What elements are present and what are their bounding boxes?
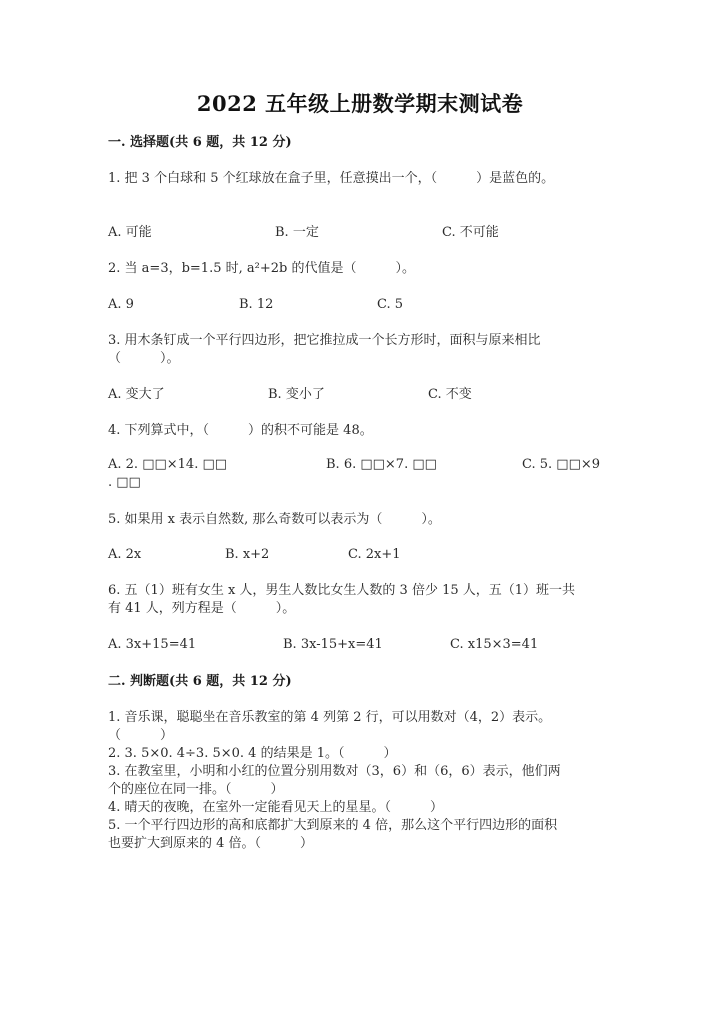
- question-number: 1.: [108, 171, 121, 186]
- q4-option-c-wrap: . □□: [108, 475, 141, 490]
- page-title: 2022 五年级上册数学期末测试卷: [196, 91, 524, 116]
- judgment-1-line1: 1. 音乐课，聪聪坐在音乐教室的第 4 列第 2 行，可以用数对（4，2）表示。: [108, 710, 552, 725]
- question-number: 3.: [108, 333, 121, 348]
- q2-option-a[interactable]: A. 9: [108, 297, 134, 312]
- q4-option-a[interactable]: A. 2. □□×14. □□: [108, 457, 228, 472]
- q1-option-a[interactable]: A. 可能: [108, 225, 152, 240]
- question-5: [108, 511, 441, 529]
- question-stem: 如果用 x 表示自然数, 那么奇数可以表示为（ ）。: [124, 512, 441, 527]
- question-stem: 下列算式中，（ ）的积不可能是 48。: [124, 423, 373, 438]
- q5-option-c[interactable]: C. 2x+1: [348, 547, 401, 562]
- judgment-3-line1: 3. 在教室里，小明和小红的位置分别用数对（3，6）和（6，6）表示，他们两: [108, 764, 561, 779]
- question-4: [108, 422, 373, 440]
- q6-option-c[interactable]: C. x15×3=41: [450, 637, 539, 652]
- q6-option-a[interactable]: A. 3x+15=41: [108, 637, 197, 652]
- q3-option-a[interactable]: A. 变大了: [108, 387, 165, 402]
- q6-option-b[interactable]: B. 3x-15+x=41: [283, 637, 383, 652]
- q4-option-b[interactable]: B. 6. □□×7. □□: [326, 457, 437, 472]
- question-6-line2: 有 41 人，列方程是（ ）。: [108, 601, 296, 616]
- question-number: 4.: [108, 423, 121, 438]
- q1-option-b[interactable]: B. 一定: [275, 225, 319, 240]
- judgment-5-line2: 也要扩大到原来的 4 倍。（ ）: [108, 836, 314, 851]
- question-number: 5.: [108, 512, 121, 527]
- q5-option-b[interactable]: B. x+2: [225, 547, 270, 562]
- judgment-2-line1: 2. 3. 5×0. 4÷3. 5×0. 4 的结果是 1。（ ）: [108, 746, 397, 761]
- question-1: [108, 170, 554, 188]
- section-heading-judgment: 二. 判断题(共 6 题，共 12 分): [108, 674, 292, 689]
- q2-option-c[interactable]: C. 5: [377, 297, 404, 312]
- q1-option-c[interactable]: C. 不可能: [442, 225, 499, 240]
- q3-option-c[interactable]: C. 不变: [428, 387, 472, 402]
- question-stem: 当 a=3，b=1.5 时, a²+2b 的代值是（ ）。: [124, 261, 415, 276]
- q3-option-b[interactable]: B. 变小了: [268, 387, 325, 402]
- question-number: 2.: [108, 261, 121, 276]
- q4-option-c[interactable]: C. 5. □□×9: [522, 457, 601, 472]
- question-number: 6.: [108, 583, 121, 598]
- section-heading-choice: 一. 选择题(共 6 题，共 12 分): [108, 135, 292, 150]
- question-stem: 把 3 个白球和 5 个红球放在盒子里，任意摸出一个，（ ）是蓝色的。: [124, 171, 555, 186]
- question-6: [108, 582, 575, 600]
- question-stem-line1: 五（1）班有女生 x 人，男生人数比女生人数的 3 倍少 15 人，五（1）班一共: [124, 583, 576, 598]
- judgment-4-line1: 4. 晴天的夜晚，在室外一定能看见天上的星星。（ ）: [108, 800, 444, 815]
- q2-option-b[interactable]: B. 12: [239, 297, 274, 312]
- question-stem-line1: 用木条钉成一个平行四边形，把它推拉成一个长方形时，面积与原来相比: [124, 333, 541, 348]
- question-3-line2: （ ）。: [108, 351, 180, 366]
- question-2: [108, 260, 415, 278]
- judgment-3-line2: 个的座位在同一排。（ ）: [108, 782, 284, 797]
- judgment-5-line1: 5. 一个平行四边形的高和底都扩大到原来的 4 倍，那么这个平行四边形的面积: [108, 818, 558, 833]
- q5-option-a[interactable]: A. 2x: [108, 547, 142, 562]
- question-3: [108, 332, 541, 350]
- judgment-1-answer-blank[interactable]: （ ）: [108, 728, 174, 743]
